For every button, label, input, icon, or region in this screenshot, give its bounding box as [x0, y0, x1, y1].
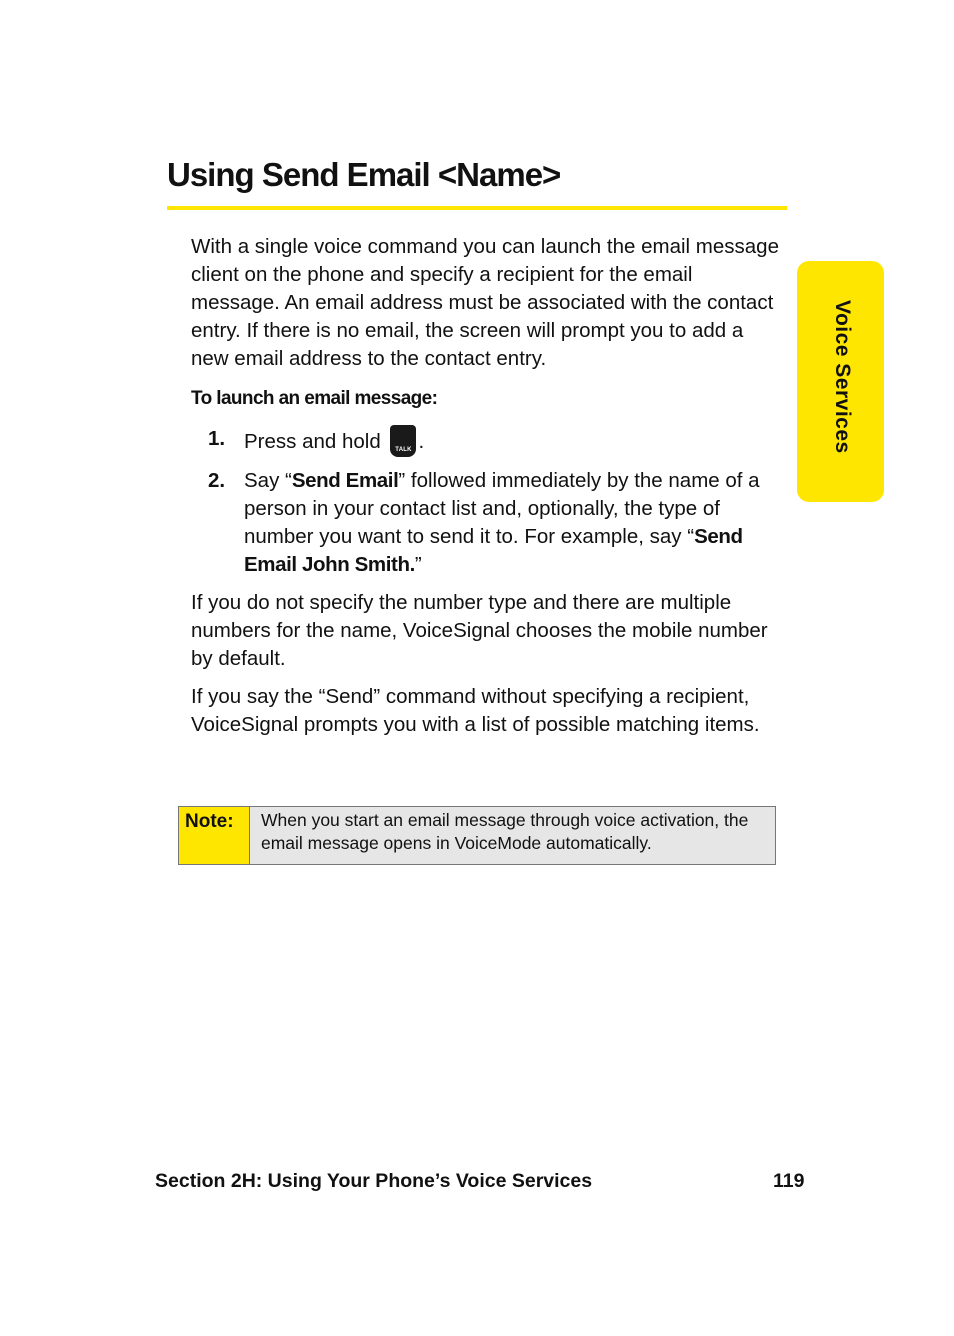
step-number: 2.	[208, 469, 226, 492]
step-1	[191, 425, 783, 457]
note-label: Note:	[179, 807, 250, 864]
side-tab-label: Voice Services	[831, 300, 854, 454]
footer-section-title: Section 2H: Using Your Phone’s Voice Services	[155, 1170, 593, 1192]
procedure-heading: To launch an email message:	[191, 388, 438, 409]
intro-paragraph: With a single voice command you can launch the email message client on the phone and specify a recipient for the email message. An email address must be associated with the contact entry. If there is no email, the screen will prompt you to add a new email address to the contact entry.	[191, 235, 779, 370]
main-content	[191, 233, 783, 749]
talk-key-label: TALK	[395, 447, 412, 453]
step-text: Press and hold	[244, 430, 381, 453]
command-example: Send Email John Smith.	[244, 525, 743, 576]
step-2	[191, 467, 783, 579]
title-underline	[167, 206, 787, 210]
step-text-post: ”	[414, 553, 422, 576]
note-text: When you start an email message through voice activation, the email message opens in VoiceMode automatically.	[250, 807, 775, 864]
step-end-punctuation: .	[418, 430, 425, 453]
command-send-email: Send Email	[291, 469, 399, 492]
note-box	[178, 806, 776, 865]
step-text-mid: ” followed immediately by the name of a person in your contact list and, optionally, the type of number you want to send it to. For example, say “	[244, 469, 760, 548]
step-number: 1.	[208, 427, 226, 450]
paragraph-number-type: If you do not specify the number type and there are multiple numbers for the name, VoiceSignal chooses the mobile number by default.	[191, 591, 768, 670]
step-text-pre: Say “	[244, 469, 292, 492]
page-title: Using Send Email <Name>	[167, 156, 561, 193]
talk-key-icon	[390, 425, 416, 457]
page-number: 119	[773, 1170, 805, 1192]
paragraph-send-command: If you say the “Send” command without specifying a recipient, VoiceSignal prompts you with a list of possible matching items.	[191, 685, 760, 736]
